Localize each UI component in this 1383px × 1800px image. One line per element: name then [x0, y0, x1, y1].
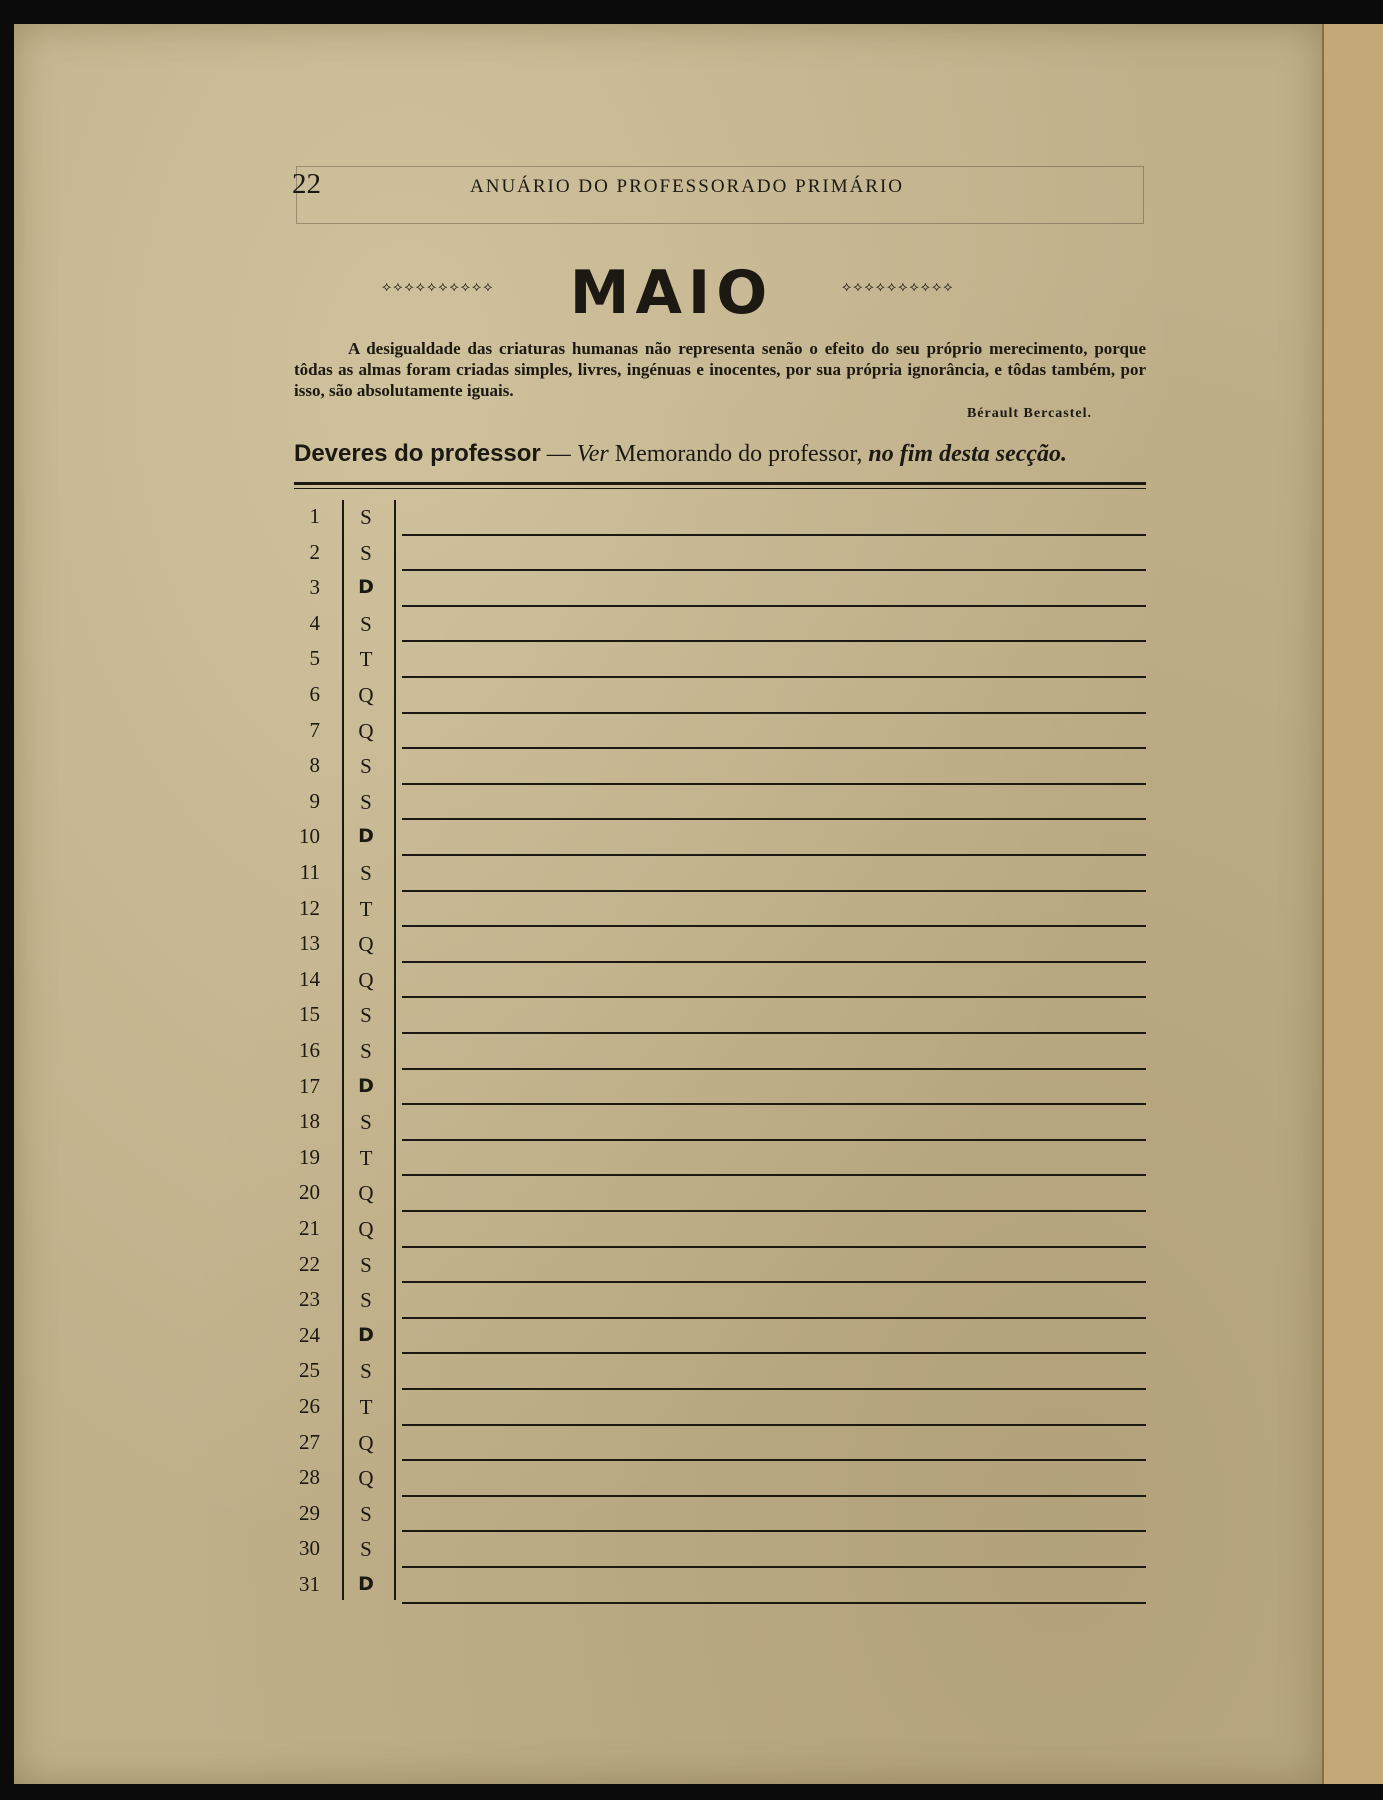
day-row — [294, 1141, 1146, 1177]
weekday-letter: T — [359, 647, 373, 672]
epigraph-author: Bérault Bercastel. — [966, 406, 1092, 421]
day-number: 20 — [299, 1180, 320, 1205]
weekday-letter: D — [358, 576, 374, 599]
day-calendar — [294, 500, 1146, 1600]
day-number: 22 — [299, 1251, 320, 1276]
day-row — [294, 785, 1146, 821]
day-row — [294, 927, 1146, 963]
duties-lead: Deveres do professor — [294, 440, 541, 467]
day-row — [294, 1568, 1146, 1604]
day-row — [294, 1283, 1146, 1319]
day-row — [294, 607, 1146, 643]
weekday-letter: S — [360, 611, 372, 636]
day-number: 31 — [299, 1572, 320, 1596]
day-number: 5 — [309, 646, 320, 671]
day-number: 12 — [299, 895, 320, 920]
day-number: 14 — [299, 966, 320, 991]
weekday-letter: S — [360, 1252, 372, 1277]
weekday-letter: Q — [358, 1466, 374, 1491]
weekday-letter: Q — [358, 683, 374, 707]
day-number: 1 — [309, 504, 320, 528]
duties-dash: — — [540, 441, 577, 467]
day-number: 15 — [299, 1002, 320, 1027]
day-number: 30 — [299, 1536, 320, 1561]
day-row — [294, 963, 1146, 999]
day-number: 10 — [299, 824, 320, 849]
weekday-letter: S — [360, 1288, 372, 1313]
day-number: 11 — [299, 860, 320, 884]
day-number: 24 — [299, 1322, 320, 1347]
duties-middle: Memorando do professor, — [608, 441, 869, 467]
weekday-letter: S — [360, 1003, 372, 1028]
day-row — [294, 1319, 1146, 1355]
day-row — [294, 1390, 1146, 1426]
weekday-letter: Q — [358, 1430, 374, 1455]
day-number: 19 — [299, 1144, 320, 1169]
day-row — [294, 1426, 1146, 1462]
day-number: 8 — [309, 753, 320, 778]
day-number: 28 — [299, 1465, 320, 1490]
page-number: 22 — [292, 168, 321, 200]
day-row — [294, 1034, 1146, 1070]
weekday-letter: Q — [358, 1181, 374, 1206]
day-number: 21 — [299, 1216, 320, 1240]
day-row — [294, 1105, 1146, 1141]
day-row — [294, 714, 1146, 750]
day-row — [294, 892, 1146, 928]
weekday-letter: S — [360, 505, 372, 529]
day-number: 25 — [299, 1358, 320, 1383]
running-title: ANUÁRIO DO PROFESSORADO PRIMÁRIO — [470, 176, 905, 197]
duties-note — [294, 440, 1154, 468]
day-number: 27 — [299, 1429, 320, 1454]
weekday-letter: S — [360, 789, 372, 814]
day-number: 16 — [299, 1038, 320, 1062]
weekday-letter: Q — [358, 932, 374, 957]
table-top-rule — [294, 482, 1146, 485]
day-row — [294, 856, 1146, 892]
day-number: 13 — [299, 931, 320, 956]
weekday-letter: T — [359, 896, 373, 921]
day-row — [294, 1176, 1146, 1212]
day-row — [294, 1497, 1146, 1533]
weekday-letter: S — [360, 1359, 372, 1384]
duties-tail: no fim desta secção. — [868, 441, 1068, 467]
day-row — [294, 642, 1146, 678]
weekday-letter: Q — [358, 1217, 374, 1241]
day-row — [294, 1461, 1146, 1497]
day-row — [294, 536, 1146, 572]
weekday-letter: T — [359, 1395, 373, 1419]
day-number: 2 — [309, 539, 320, 564]
day-number: 6 — [309, 682, 320, 706]
epigraph-quote: A desigualdade das criaturas humanas não representa senão o efeito do seu próprio merecimento, porque tôdas as almas foram criadas simples, livres, ingénuas e inocentes, por sua própria ignorância, e tôdas também, por isso, são absolutamente iguais. — [294, 339, 1146, 400]
day-row — [294, 1248, 1146, 1284]
weekday-letter: S — [360, 1537, 372, 1562]
day-row — [294, 1354, 1146, 1390]
weekday-letter: D — [358, 1573, 374, 1595]
duties-ver: Ver — [576, 441, 609, 467]
table-top-rule-thin — [294, 488, 1146, 489]
weekday-letter: S — [360, 1110, 372, 1135]
day-row — [294, 1212, 1146, 1248]
month-title: MAIO — [569, 258, 774, 328]
weekday-letter: S — [360, 861, 372, 885]
day-number: 29 — [299, 1500, 320, 1525]
ornament-left: ⟡⟡⟡⟡⟡⟡⟡⟡⟡⟡ — [382, 280, 495, 295]
day-number: 7 — [309, 717, 320, 742]
day-row — [294, 500, 1146, 536]
day-number: 18 — [299, 1109, 320, 1134]
day-row — [294, 820, 1146, 856]
day-number: 23 — [299, 1287, 320, 1312]
day-number: 9 — [309, 788, 320, 813]
weekday-letter: S — [360, 1501, 372, 1526]
day-number: 3 — [309, 575, 320, 600]
ornament-right: ⟡⟡⟡⟡⟡⟡⟡⟡⟡⟡ — [842, 280, 955, 295]
day-row — [294, 749, 1146, 785]
weekday-letter: S — [360, 1039, 372, 1063]
weekday-letter: D — [358, 1323, 374, 1346]
day-row — [294, 571, 1146, 607]
writing-line — [402, 1602, 1146, 1604]
weekday-letter: D — [358, 1074, 374, 1097]
day-number: 17 — [299, 1073, 320, 1098]
weekday-letter: T — [359, 1145, 373, 1170]
weekday-letter: S — [360, 754, 372, 779]
day-number: 26 — [299, 1394, 320, 1418]
weekday-letter: D — [358, 825, 374, 848]
weekday-letter: Q — [358, 718, 374, 743]
day-row — [294, 1532, 1146, 1568]
day-row — [294, 678, 1146, 714]
day-row — [294, 998, 1146, 1034]
weekday-letter: S — [360, 540, 372, 565]
day-number: 4 — [309, 610, 320, 635]
day-row — [294, 1070, 1146, 1106]
weekday-letter: Q — [358, 967, 374, 992]
